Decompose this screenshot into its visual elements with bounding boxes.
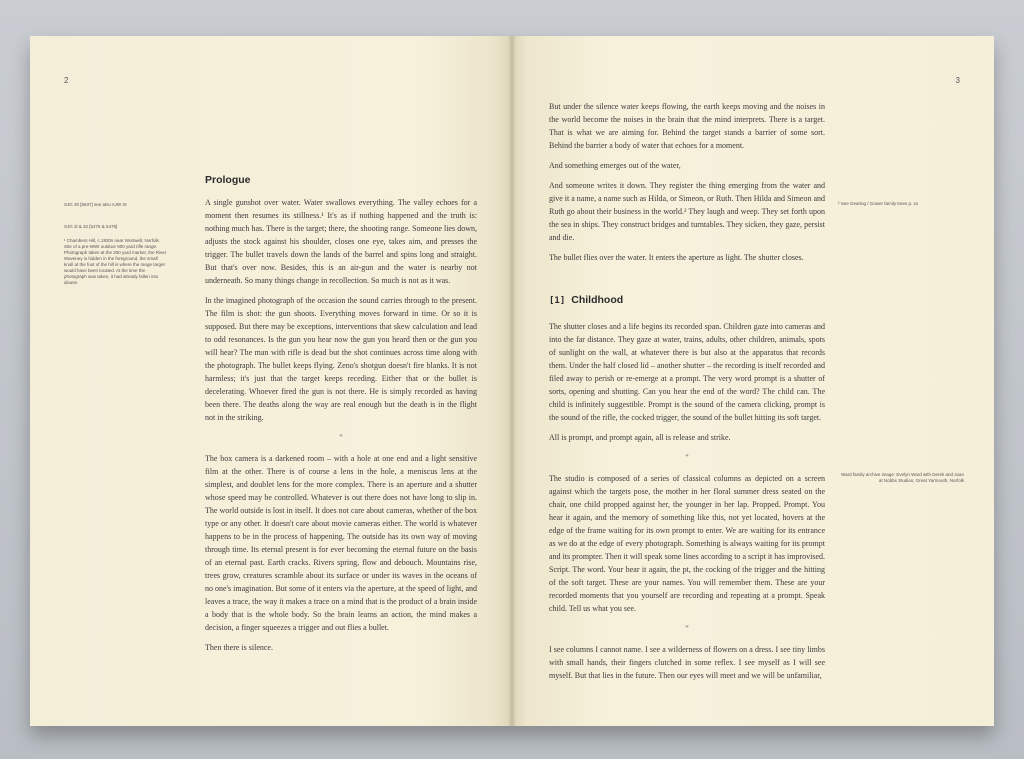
body-text (549, 320, 825, 689)
footnote: ¹ Chambers Hill, c.1930s near Wortwell, Norfolk. Site of a pre-WWI outdoor 900 yard rifle range. Photograph taken at the 200 yard marker, the River Waveney is hidden in the foreground, the small knoll at the foot of the hill is where the range target would have been located. At the time the photograph was taken, it had already fallen into disuse. (64, 238, 167, 285)
paragraph: In the imagined photograph of the occasion the sound carries through to the present. The film is shot: the gun shoots. Everything moves forward in time. Or so it is supposed. But there may be exceptions, interventions that skew calculation and lead to odd resonances. Is the gun you hear now the gun you heard then or the gun you will hear? The man with rifle is dead but the shot continues across time along with the photograph. The bullet keeps flying. Zeno's shotgun doesn't fire blanks. It is not harmless; it's just that the target keeps receding. Either that or the bullet is decelerating. Whoever fired the gun is not there. He is simply recorded as having been there. The deaths along the way are real enough but the death is in the flight not in the striking. (205, 296, 477, 422)
paragraph: The shutter closes and a life begins its recorded span. Children gaze into cameras and into the far distance. They gaze at water, trains, adults, other children, animals, spots of sunlight on the wall, at whatever there is but also at the apparatus that records them. Under the half closed lid – another shutter – the recording is itself recorded and filed away to perish or re-emerge at a prompt. The very word prompt is a shutter of sorts, opening and shutting. Can you hear the end of the word? The child can. The child is infinitely suggestible. Prompt is the sound of the camera clicking, prompt is the sound of the rifle, the cocked trigger, the sound of the bullet hitting its soft target. (549, 322, 825, 422)
section-break: * (339, 433, 343, 441)
section-break: * (685, 453, 689, 461)
paragraph: The bullet flies over the water. It enters the aperture as light. The shutter closes. (549, 253, 804, 262)
margin-note: SJG 3i & 32 [5476 & 5475] (64, 224, 118, 229)
chapter-heading: Prologue (205, 174, 251, 186)
page-number: 2 (64, 76, 69, 85)
paragraph: The studio is composed of a series of classical columns as depicted on a screen against which the targets pose, the mother in her floral summer dress seated on the chair, one child propped against her, the younger in her lap. Propped. Prompt. You hear it again, and the memory of something like this, not yet located, hovers at the edge of the frame waiting for its own prompt to enter. We are waiting for its entrance as we do at the edge of every photograph. Something is always waiting for its prompt and its prompter. Then it will speak some lines according to a script it has improvised. Script. The word. Your hear it again, the pt, the cocking of the trigger and the hitting of the soft target. These are your names. You will remember them. These are your recorded moments that you yourself are recording and repeating at a prompt. Speak child. Tell us what you see. (549, 474, 825, 613)
paragraph: Then there is silence. (205, 643, 273, 652)
book-gutter (508, 36, 516, 726)
body-text (549, 100, 825, 271)
paragraph: And someone writes it down. They register the thing emerging from the water and give it a name, a name such as Hilda, or Simeon, or Ruth. Then Hilda and Simeon and Ruth go about their business in the world.² They laugh and weep. They set forth upon the sea in ships. They construct bridges and turntables. They sicken, they gaze, persist and die. (549, 181, 826, 242)
chapter-heading (549, 294, 623, 306)
paragraph: All is prompt, and prompt again, all is release and strike. (549, 433, 731, 442)
right-page (512, 36, 994, 726)
paragraph: And something emerges out of the water, (549, 161, 681, 170)
book-spread (30, 36, 994, 726)
paragraph: The box camera is a darkened room – with a hole at one end and a light sensitive film at the other. There is of course a lens in the hole, a meniscus lens at the simplest, and doublet lens for the more complex. There is an aperture and a shutter whose speed may be controlled. Whatever is out there does not have long to slip in. The world outside is lost in itself. It does not care about cameras, whether of the box type or any other. It doesn't care about movie cameras either. The world is whatever happens to be in the process of happening. The outside has its own way of moving through time. Its eternal present is for ever becoming the eternal future on the basis of an eternal past. Earth cracks. Rivers spring, flow and debouch. Mountains rise, trees grow, creatures scramble about its surface or under its waves in the oceans of no one's imagination. But some of it enters via the aperture, at the speed of light, and leaves a trace, the way it makes a trace on a mind that is the product of a brain inside a body that is the whole body. So the brain learns an action, the mind makes a decision, a finger squeezes a trigger and out flies a bullet. (205, 454, 477, 632)
page-number: 3 (955, 76, 960, 85)
paragraph: But under the silence water keeps flowing, the earth keeps moving and the noises in the world become the noises in the brain that the mind interprets. There is a target. That is what we are aiming for. Behind the target stands a barrier of some sort. Behind the barrier a body of water that echoes for a moment. (549, 102, 825, 150)
chapter-title: Childhood (571, 294, 624, 306)
margin-note: SJG 30 [5637] see also AJW IX (64, 202, 127, 207)
left-page (30, 36, 512, 726)
margin-note: ² See Gearing / Gower family trees p. xx (838, 201, 919, 206)
margin-note: Ward family archive image: Evelyn Ward with Derek and Joan at Nobbs Studios, Great Yarmouth, Norfolk (841, 472, 964, 483)
section-break: * (685, 624, 689, 632)
chapter-number: [1] (549, 296, 566, 306)
paragraph: A single gunshot over water. Water swallows everything. The valley echoes for a moment then resumes its stillness.¹ It's as if nothing happened and the truth is: nothing much has. There is the target; there, the shooting range. Someone lies down, adjusts the stock against his shoulder, closes one eye, takes aim, and presses the trigger. The bullet travels down the lands of the barrel and spins long and straight. But that's over now. Besides, this is an air-gun and the water is nearby not underneath. So many things change in recollection. So much is not as it was. (205, 198, 477, 285)
body-text (205, 196, 477, 661)
paragraph: I see columns I cannot name. I see a wilderness of flowers on a dress. I see tiny limbs with small hands, their fingers clutched in some reflex. I see myself as I will see myself. But that lies in the future. Then our eyes will meet and we will be unfamiliar, (549, 645, 825, 680)
